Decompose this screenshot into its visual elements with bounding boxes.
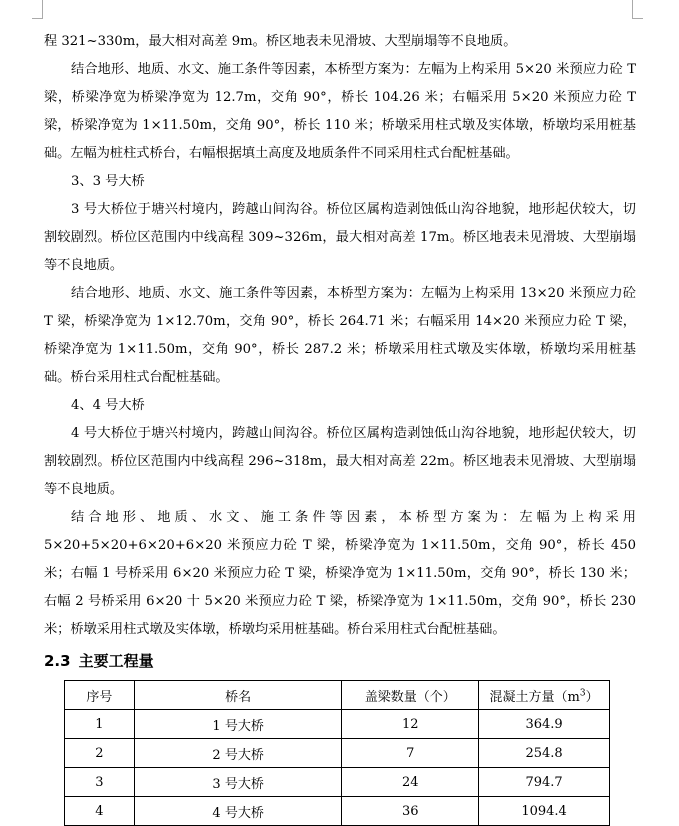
table-row (65, 797, 610, 826)
cell-index: 4 (65, 797, 135, 826)
table-row (65, 710, 610, 739)
header-index: 序号 (65, 681, 135, 710)
table-row (65, 768, 610, 797)
subheading-bridge-3: 3、3 号大桥 (71, 174, 145, 189)
cell-cap-beam-count: 36 (342, 797, 479, 826)
subheading-bridge-4: 4、4 号大桥 (71, 398, 145, 413)
section-title: 主要工程量 (78, 652, 154, 670)
cell-concrete-volume: 254.8 (479, 739, 610, 768)
cell-bridge-name: 3 号大桥 (134, 768, 342, 797)
paragraph-bridge-4-location: 4 号大桥位于塘兴村境内，跨越山间沟谷。桥位区属构造剥蚀低山沟谷地貌，地形起伏较大，切割较剧烈。桥位区范围内中线高程 296~318m，最大相对高差 22m。桥区地表未见滑坡、大型崩塌等不良地质。 (44, 426, 636, 497)
cell-index: 2 (65, 739, 135, 768)
cell-bridge-name: 2 号大桥 (134, 739, 342, 768)
cell-bridge-name: 4 号大桥 (134, 797, 342, 826)
section-heading (44, 646, 636, 676)
header-concrete-volume: 混凝土方量$(m^3)$ (479, 681, 610, 710)
cell-index: 1 (65, 710, 135, 739)
cell-concrete-volume: 1094.4 (479, 797, 610, 826)
paragraph-bridge-4-scheme: 结合地形、地质、水文、施工条件等因素，本桥型方案为：左幅为上构采用 5×20+5×20+6×20+6×20 米预应力砼 T 梁，桥梁净宽为 1×11.50m，交角 90°，桥长 450 米；右幅 1 号桥采用 6×20 米预应力砼 T 梁，桥梁净宽为 1×11.50m，交角 90°，桥长 130 米；右幅 2 号桥采用 6×20 十 5×20 米预应力砼 T 梁，桥梁净宽为 1×11.50m，交角 90°，桥长 230 米；桥墩采用柱式墩及实体墩，桥墩均采用桩基础。桥台采用柱式台配桩基础。 (44, 510, 636, 637)
paragraph-bridge-3-scheme: 结合地形、地质、水文、施工条件等因素，本桥型方案为：左幅为上构采用 13×20 米预应力砼 T 梁，桥梁净宽为 1×12.70m，交角 90°，桥长 264.71 米；右幅采用 14×20 米预应力砼 T 梁，桥梁净宽为 1×11.50m，交角 90°，桥长 287.2 米；桥墩采用柱式墩及实体墩，桥墩均采用桩基础。桥台采用柱式台配桩基础。 (44, 286, 636, 385)
paragraph-bridge-3-location: 3 号大桥位于塘兴村境内，跨越山间沟谷。桥位区属构造剥蚀低山沟谷地貌，地形起伏较大，切割较剧烈。桥位区范围内中线高程 309~326m，最大相对高差 17m。桥区地表未见滑坡、大型崩塌等不良地质。 (44, 202, 636, 273)
table-header-row (65, 681, 610, 710)
table-row (65, 739, 610, 768)
cell-cap-beam-count: 7 (342, 739, 479, 768)
cell-index: 3 (65, 768, 135, 797)
cell-concrete-volume: 794.7 (479, 768, 610, 797)
paragraph-bridge-2-scheme: 结合地形、地质、水文、施工条件等因素，本桥型方案为：左幅为上构采用 5×20 米预应力砼 T 梁，桥梁净宽为桥梁净宽为 12.7m，交角 90°，桥长 104.26 米；右幅采用 5×20 米预应力砼 T 梁，桥梁净宽为 1×11.50m，交角 90°，桥长 110 米；桥墩采用柱式墩及实体墩，桥墩均采用桩基础。左幅为桩柱式桥台，右幅根据填土高度及地质条件不同采用柱式台配桩基础。 (44, 62, 636, 161)
cell-cap-beam-count: 12 (342, 710, 479, 739)
header-cap-beam-count: 盖梁数量（个） (342, 681, 479, 710)
section-number: 2.3 (44, 652, 71, 670)
page-corner-mark-left (32, 0, 43, 19)
cell-concrete-volume: 364.9 (479, 710, 610, 739)
cell-cap-beam-count: 24 (342, 768, 479, 797)
quantities-table (64, 680, 610, 826)
header-bridge-name: 桥名 (134, 681, 342, 710)
paragraph-continuation: 程 321~330m，最大相对高差 9m。桥区地表未见滑坡、大型崩塌等不良地质。 (44, 34, 517, 49)
cell-bridge-name: 1 号大桥 (134, 710, 342, 739)
document-body (44, 28, 636, 826)
page-corner-mark-right (632, 0, 643, 19)
